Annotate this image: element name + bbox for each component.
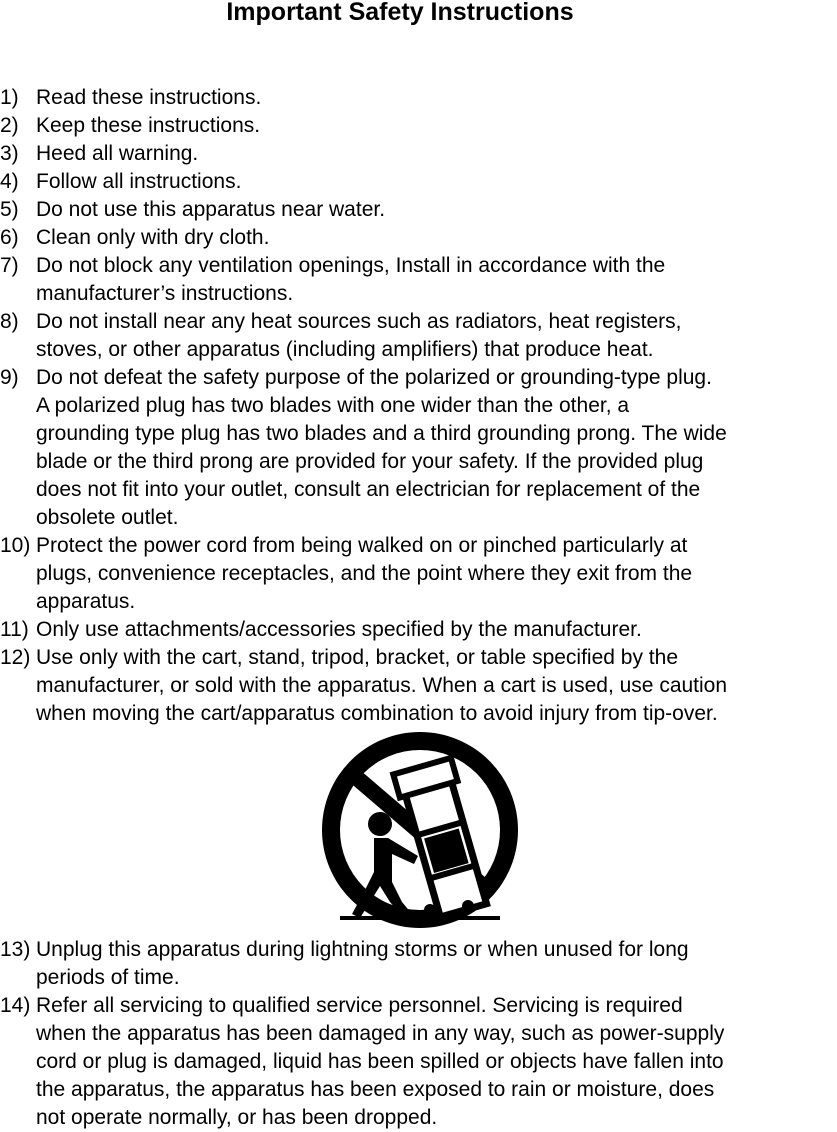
instruction-text: Do not block any ventilation openings, Install in accordance with the manufacturer’s instructions. — [36, 254, 666, 305]
instruction-text: Follow all instructions. — [36, 170, 242, 193]
instruction-text: Keep these instructions. — [36, 114, 261, 137]
instruction-text: Do not use this apparatus near water. — [36, 198, 386, 221]
instruction-number: 3) — [0, 142, 19, 165]
instruction-text: Read these instructions. — [36, 86, 262, 109]
instruction-text: Do not defeat the safety purpose of the polarized or grounding-type plug. A polarized plug has two blades with one wider than the other, a grounding type plug has two blades and a third grounding prong. The wide blade or the third prong are provided for your safety. If the provided plug does not fit into your outlet, consult an electrician for replacement of the obsolete outlet. — [36, 366, 727, 529]
instruction-number: 6) — [0, 226, 19, 249]
instruction-item — [0, 936, 837, 992]
instruction-number: 11) — [0, 618, 29, 641]
instruction-item — [0, 140, 837, 168]
instruction-text: Do not install near any heat sources such as radiators, heat registers, stoves, or other apparatus (including amplifiers) that produce heat. — [36, 310, 682, 361]
instruction-item — [0, 364, 837, 532]
instruction-item — [0, 168, 837, 196]
instruction-item — [0, 644, 837, 728]
instructions-list-top — [0, 84, 837, 728]
instruction-text: Clean only with dry cloth. — [36, 226, 270, 249]
instruction-item — [0, 84, 837, 112]
instruction-item — [0, 308, 837, 364]
instruction-number: 10) — [0, 534, 31, 557]
instructions-list-bottom — [0, 936, 837, 1132]
instruction-text: Unplug this apparatus during lightning storms or when unused for long periods of time. — [36, 938, 689, 989]
instruction-text: Only use attachments/accessories specified by the manufacturer. — [36, 618, 642, 641]
instruction-text: Heed all warning. — [36, 142, 199, 165]
instruction-item — [0, 224, 837, 252]
instruction-number: 14) — [0, 994, 31, 1017]
instruction-number: 1) — [0, 86, 19, 109]
instruction-item — [0, 196, 837, 224]
instruction-text: Refer all servicing to qualified service personnel. Servicing is required when the apparatus has been damaged in any way, such as power-supply cord or plug is damaged, liquid has been spilled or objects have fallen into the apparatus, the apparatus has been exposed to rain or moisture, does not operate normally, or has been dropped. — [36, 994, 725, 1129]
instruction-number: 9) — [0, 366, 19, 389]
instruction-number: 5) — [0, 198, 19, 221]
instruction-item — [0, 532, 837, 616]
instruction-item — [0, 252, 837, 308]
instruction-number: 7) — [0, 254, 19, 277]
instruction-item — [0, 616, 837, 644]
instruction-number: 12) — [0, 646, 31, 669]
instruction-number: 2) — [0, 114, 19, 137]
page-title: Important Safety Instructions — [226, 0, 574, 26]
cart-tip-over-warning-icon — [318, 732, 522, 934]
instruction-number: 4) — [0, 170, 19, 193]
instruction-text: Protect the power cord from being walked on or pinched particularly at plugs, convenience receptacles, and the point where they exit from the apparatus. — [36, 534, 693, 613]
instruction-text: Use only with the cart, stand, tripod, bracket, or table specified by the manufacturer, or sold with the apparatus. When a cart is used, use caution when moving the cart/apparatus combination to avoid injury from tip-over. — [36, 646, 728, 725]
instruction-number: 8) — [0, 310, 19, 333]
instruction-number: 13) — [0, 938, 31, 961]
instruction-item — [0, 992, 837, 1132]
instruction-item — [0, 112, 837, 140]
